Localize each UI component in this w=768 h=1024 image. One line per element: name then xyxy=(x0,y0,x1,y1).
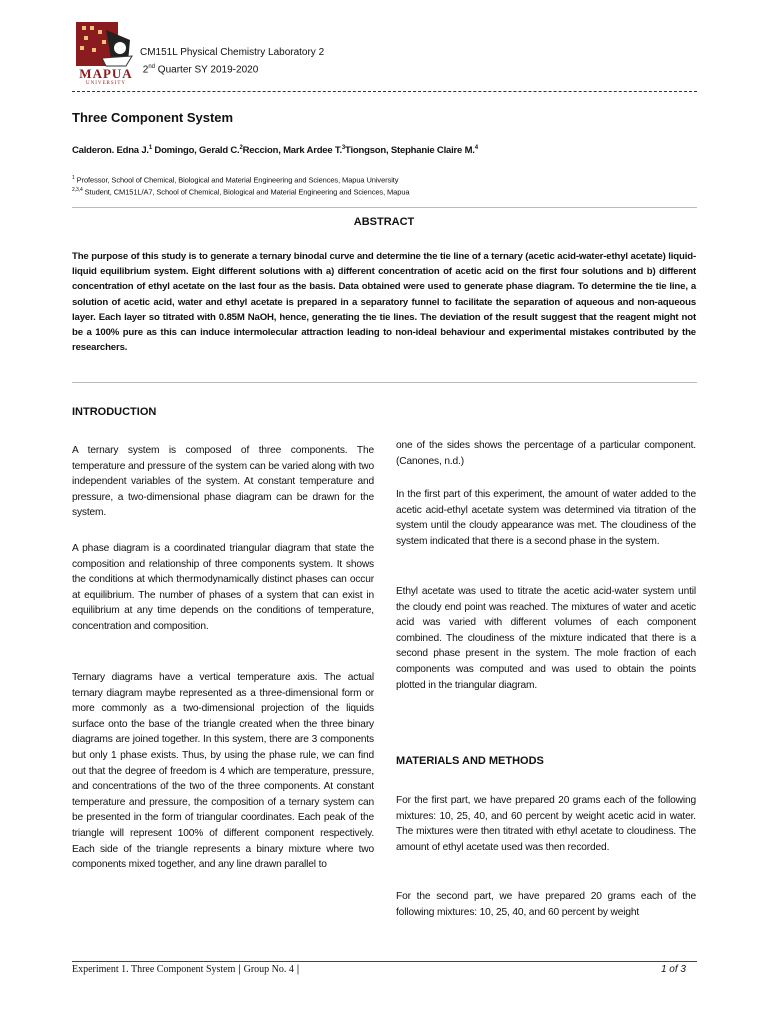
section-heading-introduction: INTRODUCTION xyxy=(72,406,157,418)
divider xyxy=(72,382,697,383)
footer-experiment: Experiment 1. Three Component System xyxy=(72,964,236,975)
header-divider xyxy=(72,91,697,92)
abstract-heading: ABSTRACT xyxy=(353,216,415,228)
paragraph: In the first part of this experiment, the amount of water added to the acetic acid-ethyl acetate system was determined via titration of the system until the cloudy appearance was met. The cloudiness of the system indicated that there is a second phase in the system. xyxy=(396,489,696,547)
affiliation: $^{2,3,4}$ Student, CM151L/A7, School of Chemical, Biological and Material Engineering and Sciences, Mapua xyxy=(72,187,410,197)
footer-group: Group No. 4 xyxy=(243,964,294,975)
footer-divider xyxy=(72,961,697,962)
logo-wordmark: MAPUA xyxy=(79,66,133,81)
affiliation: $^1$ Professor, School of Chemical, Biological and Material Engineering and Sciences, Mapua University xyxy=(72,175,399,185)
paragraph: one of the sides shows the percentage of a particular component. (Canones, n.d.) xyxy=(396,440,696,467)
paragraph: Ethyl acetate was used to titrate the acetic acid-water system until the cloudy end point was reached. The mixtures of water and acetic acid was varied with different volumes of each component combined. The cloudiness of the mixture indicated that there is a second phase present in the system. The mole fraction of each components was computed and was used to obtain the points plotted in the triangular diagram. xyxy=(396,586,696,691)
paragraph: For the first part, we have prepared 20 grams each of the following mixtures: 10, 25, 40, and 60 percent by weight acetic acid in water. The mixtures were then titrated with ethyl acetate to cloudiness. The amount of ethyl acetate used was then recorded. xyxy=(396,795,696,853)
quarter-line: 2nd Quarter SY 2019-2020 xyxy=(142,64,259,76)
course-header xyxy=(140,46,324,77)
section-heading-materials: MATERIALS AND METHODS xyxy=(396,755,544,767)
page-number: 1 of 3 xyxy=(660,964,686,975)
paragraph: For the second part, we have prepared 20 grams each of the following mixtures: 10, 25, 40, and 60 percent by weight xyxy=(396,891,696,918)
abstract-text: The purpose of this study is to generate a ternary binodal curve and determine the tie line of a ternary (acetic acid-water-ethyl acetate) liquid-liquid equilibrium system. Eight different solutions with a) different concentration of acetic acid on the first four solutions and b) different concentration of ethyl acetate on the last four as the basis. Data obtained were used to generate phase diagram. To determine the tie line, a solution of acetic acid, water and ethyl acetate is prepared in a separatory funnel to facilitate the separation of aqueous and non-aqueous layer. Each layer so titrated with 0.85M NaOH, hence, generating the tie lines. The deviation of the result suggest that the reagent might not be a 100% pure as this can induce intermolecular attraction leading to non-ideal behaviour and experimental mistakes contributed by the researchers. xyxy=(72,251,696,354)
paragraph: A phase diagram is a coordinated triangular diagram that state the composition and relationship of three components system. It shows the conditions at which thermodynamically distinct phases can occur at equilibrium. The number of phases of a system that can exist in equilibrium at any time depends on the conditions of temperature, concentration and composition. xyxy=(72,543,374,632)
course-name: CM151L Physical Chemistry Laboratory 2 xyxy=(140,47,325,58)
mapua-logo xyxy=(72,18,138,102)
divider xyxy=(72,207,697,208)
logo-subtext: UNIVERSITY xyxy=(86,81,126,86)
author-list: Calderon. Edna J.$^1$ Domingo, Gerald C.$^2$Reccion, Mark Ardee T.$^3$Tiongson, Stephanie Claire M.$^4$ xyxy=(72,145,478,157)
paragraph: A ternary system is composed of three components. The temperature and pressure of the system can be varied along with two independent variables of the system. At constant temperature and pressure, a two-dimensional phase diagram can be drawn for the system. xyxy=(72,445,374,519)
paper-title: Three Component System xyxy=(72,110,234,125)
footer: Experiment 1. Three Component System | Group No. 4 | xyxy=(72,964,300,975)
paragraph: Ternary diagrams have a vertical temperature axis. The actual ternary diagram maybe represented as a three-dimensional form or more commonly as a two-dimensional projection of the liquids surface onto the base of the triangle created when the three binary diagrams are joined together. In this system, there are 3 components but only 1 phase exists. Thus, by using the phase rule, we can find out that the degree of freedom is 4 which are temperature, pressure, and concentrations of the two of the three components. At constant temperature and pressure, the composition of a ternary system can be presented in the form of triangular coordinates. Each peak of the triangle will represent 100% of different component respectively. Each side of the triangle represents a binary mixture where two components mixed together, and any line drawn parallel to xyxy=(72,672,374,871)
